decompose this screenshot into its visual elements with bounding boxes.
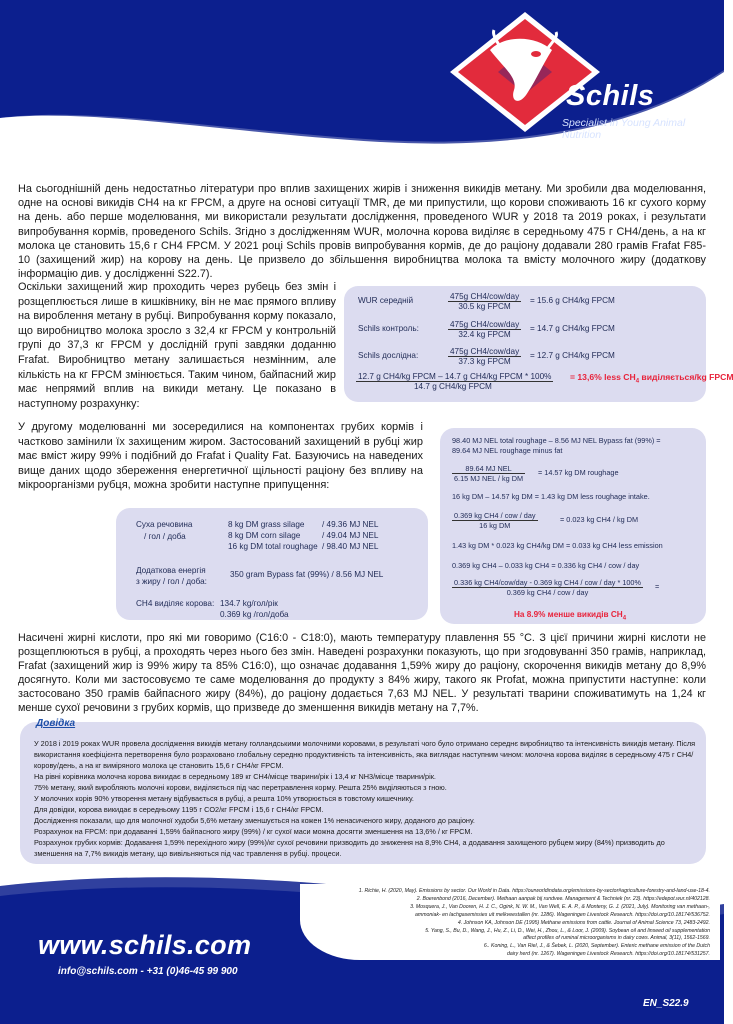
- energy-value: 350 gram Bypass fat (99%) / 8.56 MJ NEL: [230, 570, 384, 579]
- calc2-fraction: $\frac{\text{0.336 kg CH4/cow/day - 0.369 kg CH4 / cow / day * 100\%}}{\text{0.369 kg CH4 / cow / day}}$: [454, 578, 641, 597]
- calc-row-fraction: $\frac{\text{475g CH4/cow/day}}{\text{30.5 kg FPCM}}$: [450, 292, 520, 311]
- calc2-line: 16 kg DM – 14.57 kg DM = 1.43 kg DM less roughage intake.: [452, 492, 650, 501]
- calc-row-label: Schils дослідна:: [358, 351, 419, 360]
- calc2-line: 98.40 MJ NEL total roughage – 8.56 MJ NEL Bypass fat (99%) =: [452, 436, 661, 445]
- ch4-label: CH4 виділяє корова:: [136, 599, 215, 608]
- reference-body: [34, 738, 698, 859]
- energy-label-unit: з жиру / гол / доба:: [136, 577, 207, 586]
- calc-row-fraction: $\frac{\text{475g CH4/cow/day}}{\text{37.3 kg FPCM}}$: [450, 347, 520, 366]
- contact-info[interactable]: info@schils.com - +31 (0)46-45 99 900: [58, 966, 238, 977]
- calc-final-result: = 13,6% less $CH_4$ виділяється/kg FPCM: [570, 372, 733, 385]
- ration-item: 16 kg DM total roughage: [228, 542, 318, 551]
- calc2-fraction: $\frac{\text{89.64 MJ NEL}}{\text{6.15 MJ NEL / kg DM}}$: [454, 464, 524, 483]
- ration-item: 8 kg DM corn silage: [228, 531, 301, 540]
- citation-line: 6.. Koning, L., Van Riel, J., & Šebek, L. (2020, September). Enteric methane emission of the Dutch: [483, 943, 710, 950]
- citation-line: 3. Mosquera, J., Van Dooren, H. J. C., Ogink, N. W. M., Van Well, E. A. P., & Monteny, G. J. (2021, July). Monitoring van methaan-,: [410, 903, 710, 910]
- reference-line: 75% метану, який виробляють молочні корови, виділяється під час перетравлення корму. Решта 25% виділяються з гною.: [34, 783, 447, 792]
- calc-row-result: = 15.6 g CH4/kg FPCM: [530, 296, 615, 305]
- calc2-line: 0.369 kg CH4 – 0.033 kg CH4 = 0.336 kg CH4 / cow / day: [452, 561, 640, 570]
- calc2-fraction: $\frac{\text{0.369 kg CH4 / cow / day}}{\text{16 kg DM}}$: [454, 511, 536, 530]
- dm-label-unit: / гол / доба: [144, 532, 186, 541]
- paragraph-roughage: У другому моделюванні ми зосередилися на компонентах грубих кормів і частково замінили їх захищеним жиром. Застосований захищений в рубці жир має вміст жиру 99% і подібний до Frafat і Quality Fat. Базуючись на наведених вище даних щодо збереження енергетичної щільності раціону без впливу на мікроорганізми рубця, можна зробити наступне припущення:: [18, 421, 423, 492]
- reference-line: Для довідки, корова викидає в середньому 1195 г CO2/кг FPCM і 15,6 г CH4/кг FPCM.: [34, 805, 324, 814]
- brand-tagline: Specialist in Young Animal Nutrition: [562, 117, 686, 141]
- citation-line: 5. Yang, S., Bu, D., Wang, J., Hu, Z., Li, D., Wei, H., Zhou, L., & Loor, J. (2009). Soybean oil and linseed oil supplementation: [425, 927, 710, 934]
- calc-final-fraction: $\frac{\text{12.7 g CH4/kg FPCM – 14.7 g CH4/kg FPCM * 100\%}}{\text{14.7 g CH4/kg FPCM}}$: [358, 372, 552, 391]
- calc-row-fraction: $\frac{\text{475g CH4/cow/day}}{\text{32.4 kg FPCM}}$: [450, 320, 520, 339]
- document-code: EN_S22.9: [643, 998, 689, 1009]
- dm-label: Суха речовина: [136, 520, 193, 529]
- citation-line: 2. Boerenbond (2016, December). Methaan aanpak bij rundvee. Management & Techniek (nr. 23). https://edepot.wur.nl/402128.: [416, 895, 710, 902]
- citations: [290, 888, 710, 959]
- citation-line: dairy herd (nr. 1267). Wageningen Livestock Research. https://doi.org/10.18174/531257.: [506, 951, 710, 958]
- energy-label: Додаткова енергія: [136, 566, 206, 575]
- reference-line: Розрахунок на FPCM: при додаванні 1,59% байпасного жиру (99%) / кг сухої маси можна досягти зменшення на 13,6% / кг FPCM.: [34, 827, 473, 836]
- calc2-line: 1.43 kg DM * 0.023 kg CH4/kg DM = 0.033 kg CH4 less emission: [452, 541, 663, 550]
- reference-line: Розрахунок грубих кормів: Додавання 1,59% перехідного жиру (99%)/кг сухої речовини призводить до зниження на 8,9% CH4, а додавання захищеного рубцем жиру (84%) призводить до зменшення на 7,7% викидів метану, що вивільняються під час травлення в рубці. процеси.: [34, 838, 665, 858]
- ch4-value-day: 0.369 kg /гол/доба: [220, 610, 289, 619]
- citation-line: 4. Johnson KA, Johnson DE (1995) Methane emissions from cattle. Journal of Animal Science 73, 2483-2492.: [457, 919, 710, 926]
- ration-nel: / 49.36 MJ NEL: [322, 520, 379, 529]
- citation-line: 1. Richie, H. (2020, May). Emissions by sector. Our World in Data. https://ourworldindata.org/emissions-by-sector#agriculture-forestry-and-land-use-18-4.: [358, 888, 710, 894]
- reference-line: У молочних корів 90% утворення метану відбувається в рубці, а решта 10% утворюється в товстому кишечнику.: [34, 794, 414, 803]
- website-link[interactable]: www.schils.com: [38, 930, 252, 960]
- reference-line: Дослідження показали, що для молочної худоби 5,6% метану зменшується на кожен 1% ненасиченого жиру, доданого до раціону.: [34, 816, 475, 825]
- reference-line: На рівні корівника молочна корова викидає в середньому 189 кг CH4/місце тварини/рік і 13,4 кг NH3/місце тварини/рік.: [34, 772, 436, 781]
- calc2-final-result: На 8.9% менше викидів $CH_4$: [514, 610, 627, 622]
- brand-name: Schils: [566, 80, 655, 112]
- ration-nel: / 49.04 MJ NEL: [322, 531, 379, 540]
- ration-nel: / 98.40 MJ NEL: [322, 542, 379, 551]
- citation-line: ammoniak- en lachgasemissies uit melkveestallen (nr. 1286). Wageningen Livestock Research. https://doi.org/10.18174/536752.: [415, 911, 710, 918]
- calc-row-result: = 14.7 g CH4/kg FPCM: [530, 324, 615, 333]
- calc-row-label: WUR середній: [358, 296, 414, 305]
- paragraph-fpcm: Оскільки захищений жир проходить через рубець без змін і розщеплюється лише в кишківнику, він не має прямого впливу на вироблення метану в рубці. Випробування корму показало, що виробництво молока зросло з 32,4 кг FPCM у контрольній групі до 37,3 кг FPCM у дослідній групі завдяки доданню Frafat. Виробництво метану залишається незмінним, але кількість на кг FPCM змінюється. Таким чином, байпасний жир має непрямий вплив на викиди метану. Це показано в наступному розрахунку:: [18, 281, 336, 410]
- citation-line: affect profiles of ruminal microorganisms in dairy cows. Animal, 3(11), 1562-1569.: [523, 935, 710, 942]
- intro-paragraph: На сьогоднішній день недостатньо літератури про вплив захищених жирів і зниження викидів метану. Ми зробили два моделювання, одне на основі викидів CH4 на кг FPCM, а друге на основі ситуації TMR, де ми припустили, що корови споживають 16 кг сухого корму на день. або перше моделювання, ми використали результати дослідження, проведеного WUR у 2018 та 2019 роках, і результати випробування кормів, проведеного Schils. Згідно з дослідженням WUR, молочна корова виділяє в середньому 475 г CH4/день, а на кг молока це становить 15,6 г CH4 FPCM. У 2021 році Schils провів випробування кормів, де до раціону додавали 280 грамів Frafat F85-10 (захищений жир) на корову на день. Це призвело до збільшення виробництва молока та вмісту молочного жиру (додаткову інформацію див. у дослідженні S22.7).: [18, 183, 706, 281]
- reference-line: У 2018 і 2019 роках WUR провела дослідження викидів метану голландськими молочними коровами, в результаті чого було отримано середнє виробництво та інтенсивність викидів метану. Після використання коефіцієнта перетворення було розраховано глобальну середню продуктивність та інтенсивність, яка виглядає наступним чином: молочна корова виділяє в середньому 475 г CH4/корову/день, а на кг виміряного молока це становить 15,6 г CH4/кг FPCM.: [34, 739, 696, 770]
- calc2-result: = 0.023 kg CH4 / kg DM: [560, 515, 639, 524]
- reference-title: Довідка: [36, 718, 76, 729]
- ch4-value-year: 134.7 kg/гол/рік: [220, 599, 278, 608]
- ration-item: 8 kg DM grass silage: [228, 520, 305, 529]
- calc-row-label: Schils контроль:: [358, 324, 419, 333]
- paragraph-fatty-acids: Насичені жирні кислоти, про які ми говоримо (C16:0 - C18:0), мають температуру плавлення 55 °C. З цієї причини жирні кислоти не розщеплюються в рубці, а проходять через нього без змін. Наведені розрахунки показують, що при згодовуванні 350 грамів, наприклад, Frafat (захищений жир із 99% жиру та 85% C16:0), що означає додавання 1,59% жиру до раціону, скорочення викидів метану до 8,9% досягнуто. Коли ми застосовуємо те саме моделювання до продукту з 84% жиру, такого як Profat, можна припустити наступне: коли застосовано 350 грамів байпасного жиру (84%), до раціону додається 7,63 MJ NEL. У результаті тварини споживатимуть на 1,24 кг менше сухої речовини з грубих кормів, що призведе до зменшення викидів метану на 7,7%.: [18, 632, 706, 714]
- calc2-equals: =: [655, 582, 660, 591]
- calc-row-result: = 12.7 g CH4/kg FPCM: [530, 351, 615, 360]
- calc2-line: 89.64 MJ NEL roughage minus fat: [452, 446, 563, 455]
- calc2-result: = 14.57 kg DM roughage: [538, 468, 619, 477]
